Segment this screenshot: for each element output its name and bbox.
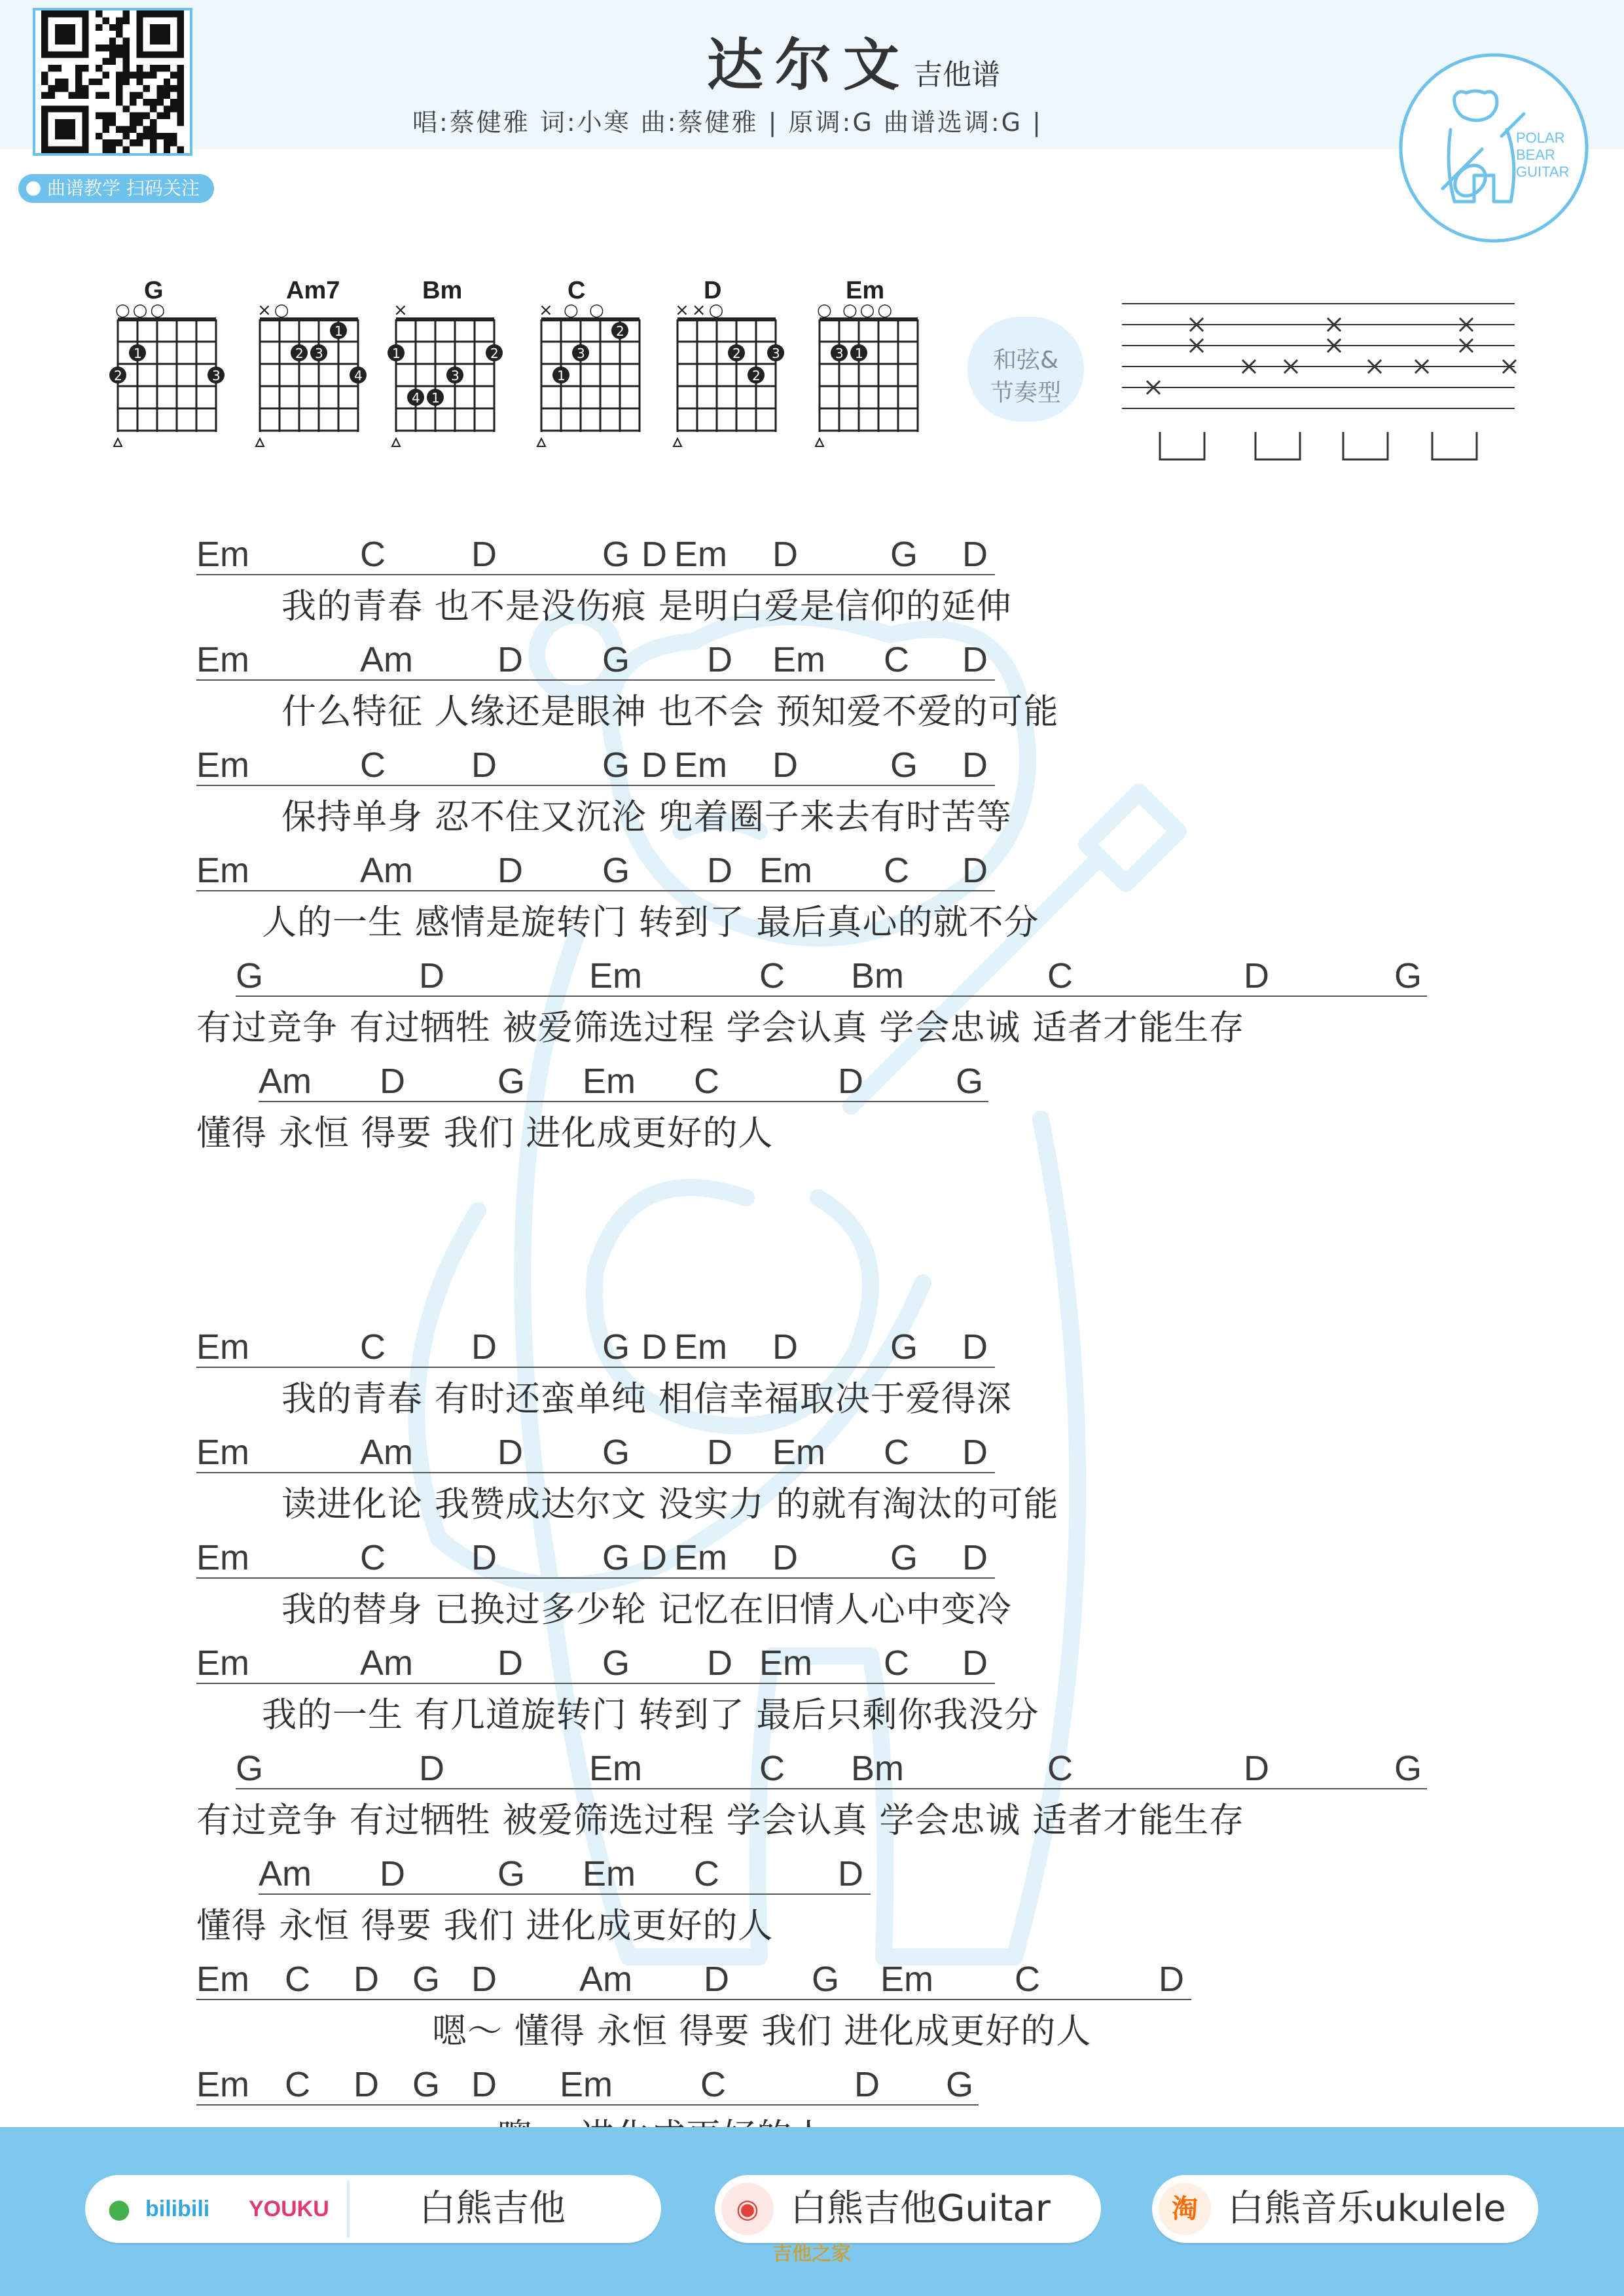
- chord-symbol: G: [890, 745, 918, 785]
- finger-number: 3: [577, 346, 585, 361]
- chord-symbol: C: [884, 1433, 909, 1472]
- badge-line-2: 节奏型: [990, 380, 1061, 406]
- finger-number: 1: [557, 368, 566, 384]
- chord-symbol: D: [497, 851, 523, 890]
- chord-symbol: D: [704, 1960, 729, 1999]
- lyric-line: 保持单身 忍不住又沉沦 兜着圈子来去有时苦等: [281, 797, 1012, 837]
- chord-symbol: D: [772, 1538, 798, 1577]
- lyric-line: 读进化论 我赞成达尔文 没实力 的就有淘汰的可能: [281, 1484, 1059, 1524]
- chord-symbol: D: [838, 1062, 863, 1101]
- footer-item-2: 白熊吉他Guitar: [790, 2187, 1051, 2230]
- chord-diagram-markers: × ○ ○: [539, 300, 607, 320]
- finger-number: 1: [855, 346, 863, 361]
- chord-symbol: D: [838, 1854, 863, 1893]
- chord-symbol: Am: [259, 1854, 312, 1893]
- chord-underline: [196, 1472, 995, 1473]
- chord-symbol: D: [707, 1643, 732, 1683]
- song-title: 达尔文: [707, 33, 911, 98]
- finger-number: 2: [295, 346, 304, 361]
- lyric-line: 有过竞争 有过牺牲 被爱筛选过程 学会认真 学会忠诚 适者才能生存: [196, 1801, 1245, 1840]
- chord-underline: [236, 1788, 1427, 1789]
- chord-symbol: Em: [674, 1327, 727, 1367]
- chord-symbol: G: [236, 1749, 264, 1788]
- chord-symbol: Em: [880, 1960, 933, 1999]
- qr-caption: 曲谱教学 扫码关注: [18, 174, 214, 203]
- chord-symbol: Bm: [851, 956, 904, 996]
- finger-number: 3: [835, 346, 844, 361]
- social-pill-video[interactable]: [85, 2175, 661, 2243]
- chord-symbol: D: [962, 1433, 988, 1472]
- chord-symbol: D: [1244, 956, 1269, 996]
- lyric-line: 我的替身 已换过多少轮 记忆在旧情人心中变冷: [281, 1590, 1012, 1630]
- chord-symbol: G: [497, 1062, 526, 1101]
- finger-number: 4: [354, 368, 363, 384]
- chord-underline: [236, 996, 1427, 997]
- chord-symbol: C: [1047, 1749, 1073, 1788]
- site-footnote: 吉他之家: [772, 2242, 851, 2265]
- chord-symbol: G: [412, 1960, 441, 1999]
- chord-underline: [196, 574, 995, 575]
- chord-symbol: D: [962, 1327, 988, 1367]
- chord-symbol: D: [962, 851, 988, 890]
- finger-number: 1: [431, 390, 440, 406]
- chord-underline: [196, 1367, 995, 1368]
- chord-underline: [196, 1683, 995, 1684]
- chord-symbol: G: [890, 1327, 918, 1367]
- chord-symbol: G: [602, 640, 630, 679]
- lyric-line: 有过竞争 有过牺牲 被爱筛选过程 学会认真 学会忠诚 适者才能生存: [196, 1008, 1245, 1048]
- song-subtitle: 吉他谱: [914, 58, 1000, 92]
- chord-symbol: D: [471, 1327, 497, 1367]
- chord-symbol: G: [602, 1433, 630, 1472]
- chord-symbol: C: [884, 851, 909, 890]
- chord-symbol: D: [471, 2065, 497, 2104]
- chord-symbol: D: [641, 745, 667, 785]
- chord-symbol: Em: [196, 1433, 249, 1472]
- song-meta: 唱:蔡健雅 词:小寒 曲:蔡健雅 | 原调:G 曲谱选调:G |: [412, 108, 1043, 137]
- chord-symbol: Em: [772, 640, 825, 679]
- chord-symbol: G: [602, 851, 630, 890]
- finger-number: 4: [412, 390, 420, 406]
- chord-symbol: D: [497, 1643, 523, 1683]
- chord-diagram-name: G: [144, 277, 164, 304]
- taobao-icon: 淘: [1159, 2183, 1211, 2235]
- finger-number: 1: [134, 346, 142, 361]
- chord-symbol: G: [602, 1327, 630, 1367]
- footer-item-3: 白熊音乐ukulele: [1227, 2187, 1506, 2230]
- lyric-line: 我的青春 有时还蛮单纯 相信幸福取决于爱得深: [281, 1379, 1012, 1419]
- lyric-line: 嗯～ 懂得 永恒 得要 我们 进化成更好的人: [432, 2011, 1092, 2051]
- chord-symbol: G: [602, 1538, 630, 1577]
- chord-symbol: C: [360, 535, 386, 574]
- badge-line-1: 和弦&: [992, 347, 1059, 374]
- chord-symbol: Em: [674, 535, 727, 574]
- chord-symbol: D: [471, 535, 497, 574]
- chord-symbol: Em: [196, 745, 249, 785]
- chord-symbol: G: [956, 1062, 984, 1101]
- chord-diagram-name: Em: [846, 277, 885, 304]
- chord-diagram-markers: ○○○: [115, 300, 168, 320]
- chord-symbol: D: [962, 1643, 988, 1683]
- chord-diagram-markers: ×: [393, 300, 410, 320]
- social-pill-taobao[interactable]: [1152, 2175, 1538, 2243]
- chord-symbol: G: [602, 535, 630, 574]
- chord-symbol: Em: [560, 2065, 613, 2104]
- chord-symbol: C: [884, 1643, 909, 1683]
- chord-symbol: G: [602, 1643, 630, 1683]
- chord-symbol: C: [360, 745, 386, 785]
- chord-underline: [196, 1999, 1191, 2000]
- wechat-icon: ●: [93, 2183, 145, 2235]
- chord-symbol: D: [353, 2065, 379, 2104]
- chord-symbol: Em: [583, 1854, 636, 1893]
- social-pill-weibo[interactable]: [715, 2175, 1101, 2243]
- finger-number: 1: [334, 323, 343, 339]
- chord-symbol: D: [772, 1327, 798, 1367]
- chord-symbol: D: [419, 1749, 444, 1788]
- chord-underline: [196, 679, 995, 681]
- chord-symbol: D: [380, 1062, 405, 1101]
- chord-diagram-markers: ××○: [675, 300, 727, 320]
- chord-symbol: Am: [259, 1062, 312, 1101]
- footer-item-1: 白熊吉他: [419, 2187, 566, 2230]
- logo-text-3: GUITAR: [1516, 164, 1570, 180]
- chord-underline: [196, 2104, 979, 2106]
- chord-symbol: C: [694, 1062, 719, 1101]
- chord-symbol: G: [890, 1538, 918, 1577]
- chord-symbol: G: [602, 745, 630, 785]
- finger-number: 3: [212, 368, 221, 384]
- lyric-line: 我的青春 也不是没伤痕 是明白爱是信仰的延伸: [281, 586, 1012, 626]
- chord-symbol: G: [497, 1854, 526, 1893]
- chord-diagram-markers: ○ ○○○: [817, 300, 895, 320]
- chord-underline: [196, 1577, 995, 1579]
- chord-diagram-markers: ×○: [257, 300, 292, 320]
- chord-symbol: G: [412, 2065, 441, 2104]
- chord-symbol: D: [707, 640, 732, 679]
- chord-symbol: G: [1394, 956, 1422, 996]
- weibo-icon: ◉: [721, 2183, 774, 2235]
- chord-symbol: Em: [759, 851, 812, 890]
- chord-symbol: C: [360, 1327, 386, 1367]
- lyric-line: 我的一生 有几道旋转门 转到了 最后只剩你我没分: [262, 1695, 1039, 1735]
- chord-diagram-name: Am7: [286, 277, 340, 304]
- chord-symbol: D: [772, 745, 798, 785]
- chord-symbol: G: [946, 2065, 974, 2104]
- chord-symbol: Em: [583, 1062, 636, 1101]
- chord-symbol: Em: [196, 2065, 249, 2104]
- chord-symbol: D: [1159, 1960, 1184, 1999]
- chord-symbol: D: [419, 956, 444, 996]
- chord-symbol: G: [812, 1960, 840, 1999]
- finger-number: 2: [616, 323, 624, 339]
- chord-symbol: Em: [196, 851, 249, 890]
- chord-diagram-name: Bm: [422, 277, 463, 304]
- chord-underline: [259, 1101, 988, 1102]
- logo-text-2: BEAR: [1516, 147, 1555, 163]
- chord-symbol: Am: [360, 1433, 413, 1472]
- chord-symbol: D: [353, 1960, 379, 1999]
- chord-symbol: Am: [360, 851, 413, 890]
- chord-symbol: D: [707, 851, 732, 890]
- chord-symbol: G: [236, 956, 264, 996]
- chord-symbol: D: [641, 1538, 667, 1577]
- finger-number: 1: [392, 346, 401, 361]
- chord-symbol: Em: [196, 1960, 249, 1999]
- chord-symbol: Am: [360, 1643, 413, 1683]
- chord-symbol: Em: [196, 1327, 249, 1367]
- chord-symbol: D: [471, 745, 497, 785]
- chord-underline: [196, 890, 995, 891]
- finger-number: 3: [451, 368, 460, 384]
- chord-symbol: C: [1015, 1960, 1040, 1999]
- chord-symbol: C: [1047, 956, 1073, 996]
- chord-symbol: C: [360, 1538, 386, 1577]
- chord-symbol: Am: [360, 640, 413, 679]
- chord-symbol: Bm: [851, 1749, 904, 1788]
- chord-symbol: D: [707, 1433, 732, 1472]
- chord-symbol: C: [700, 2065, 726, 2104]
- finger-number: 2: [114, 368, 122, 384]
- logo-text-1: POLAR: [1516, 130, 1565, 146]
- chord-symbol: D: [641, 535, 667, 574]
- chord-symbol: D: [772, 535, 798, 574]
- chord-symbol: Em: [674, 1538, 727, 1577]
- chord-symbol: D: [962, 1538, 988, 1577]
- chord-symbol: D: [471, 1960, 497, 1999]
- chord-diagram-name: D: [704, 277, 722, 304]
- chord-symbol: D: [497, 640, 523, 679]
- chord-symbol: C: [759, 956, 785, 996]
- finger-number: 2: [752, 368, 761, 384]
- chord-symbol: C: [884, 640, 909, 679]
- chord-symbol: C: [285, 2065, 310, 2104]
- finger-number: 3: [315, 346, 323, 361]
- chord-symbol: D: [641, 1327, 667, 1367]
- footer-band: [0, 2127, 1624, 2296]
- chord-symbol: D: [962, 745, 988, 785]
- chord-symbol: Am: [579, 1960, 632, 1999]
- chord-symbol: G: [890, 535, 918, 574]
- chord-symbol: D: [1244, 1749, 1269, 1788]
- chord-symbol: D: [854, 2065, 880, 2104]
- chord-underline: [259, 1893, 871, 1895]
- finger-number: 2: [732, 346, 741, 361]
- chord-symbol: C: [285, 1960, 310, 1999]
- chord-symbol: D: [380, 1854, 405, 1893]
- chord-symbol: D: [471, 1538, 497, 1577]
- pill-divider: [347, 2180, 350, 2238]
- chord-symbol: Em: [196, 1643, 249, 1683]
- chord-symbol: Em: [196, 1538, 249, 1577]
- chord-symbol: D: [962, 535, 988, 574]
- lyric-line: 人的一生 感情是旋转门 转到了 最后真心的就不分: [262, 903, 1039, 942]
- chord-diagram-name: C: [568, 277, 586, 304]
- chord-symbol: Em: [772, 1433, 825, 1472]
- lyric-line: 懂得 永恒 得要 我们 进化成更好的人: [196, 1113, 774, 1153]
- chord-symbol: Em: [759, 1643, 812, 1683]
- chord-symbol: Em: [589, 1749, 642, 1788]
- finger-number: 3: [772, 346, 780, 361]
- chord-underline: [196, 785, 995, 786]
- chord-symbol: Em: [674, 745, 727, 785]
- lyric-line: 什么特征 人缘还是眼神 也不会 预知爱不爱的可能: [281, 692, 1059, 732]
- chord-symbol: C: [694, 1854, 719, 1893]
- chord-symbol: D: [497, 1433, 523, 1472]
- chord-symbol: Em: [196, 535, 249, 574]
- chord-symbol: Em: [589, 956, 642, 996]
- finger-number: 2: [490, 346, 499, 361]
- chord-symbol: Em: [196, 640, 249, 679]
- chord-symbol: G: [1394, 1749, 1422, 1788]
- youku-brand: YOUKU: [249, 2197, 329, 2221]
- lyric-line: 懂得 永恒 得要 我们 进化成更好的人: [196, 1906, 774, 1946]
- chord-symbol: C: [759, 1749, 785, 1788]
- chord-symbol: D: [962, 640, 988, 679]
- bilibili-brand: bilibili: [145, 2197, 210, 2221]
